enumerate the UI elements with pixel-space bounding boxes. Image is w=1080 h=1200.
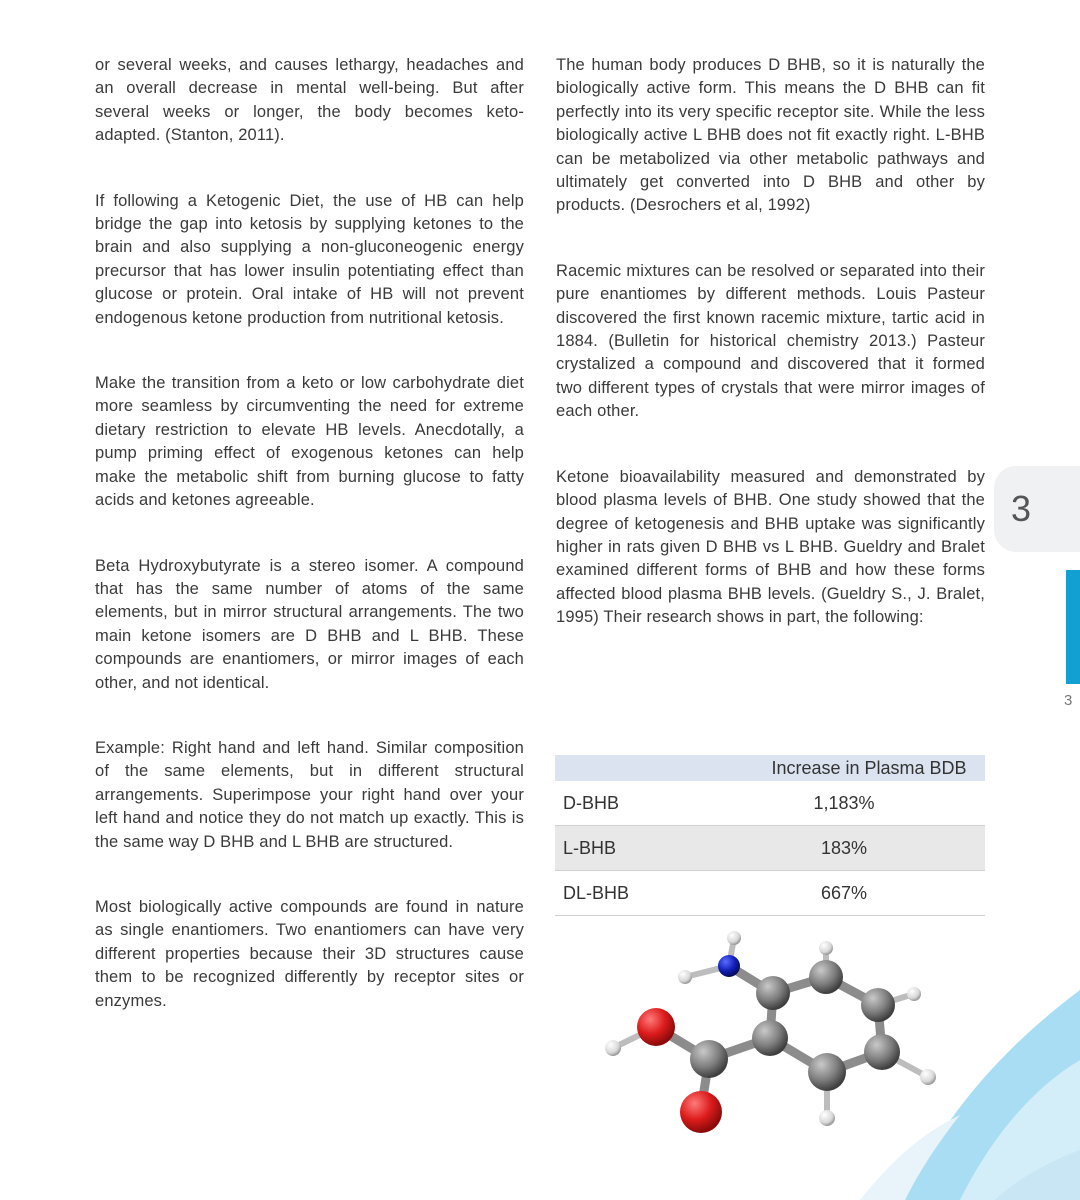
left-paragraph: Make the transition from a keto or low carbohydrate diet more seamless by circumventing the need for extreme dietary restriction to elevate HB levels. Anecdotally, a pump priming effect of exogenous ketones can help make the metabolic shift from burning glucose to fatty acids and ketones agreeable. [95, 374, 524, 510]
left-paragraph: Example: Right hand and left hand. Similar composition of the same elements, but in different structural arrangements. Superimpose your right hand over your left hand and notice they do not match up exactly. This is the same way D BHB and L BHB are structured. [95, 738, 524, 851]
left-paragraph: Most biologically active compounds are found in nature as single enantiomers. Two enantiomers can have very different properties because their 3D structures cause them to be recognized differently by receptor sites or enzymes. [95, 897, 524, 1010]
table-header-label: Increase in Plasma BDB [713, 755, 985, 781]
carbon-atom [864, 1034, 900, 1070]
right-paragraph: The human body produces D BHB, so it is naturally the biologically active form. This means the D BHB can fit perfectly into its very specific receptor site. While the less biologically active L BHB does not fit exactly right. L-BHB can be metabolized via other metabolic pathways and ultimately get converted into D BHB and other by products. (Desrochers et al, 1992) [556, 56, 985, 215]
table-cell-value: 183% [713, 826, 985, 871]
table-row [555, 871, 985, 916]
left-paragraph: If following a Ketogenic Diet, the use of HB can help bridge the gap into ketosis by supplying ketones to the brain and also supplying a non-gluconeogenic energy precursor that has lower insulin potentiating effect than glucose or protein. Oral intake of HB will not prevent endogenous ketone production from nutritional ketosis. [95, 191, 524, 327]
oxygen-atom [637, 1008, 675, 1046]
page-tab-number: 3 [1010, 488, 1032, 529]
left-column [95, 54, 524, 1055]
hydrogen-atom [819, 941, 833, 955]
table-cell-value: 667% [713, 871, 985, 916]
carbon-atom [861, 988, 895, 1022]
right-column [556, 54, 985, 672]
left-paragraph: Beta Hydroxybutyrate is a stereo isomer. A compound that has the same number of atoms of the same elements, but in mirror structural arrangements. The two main ketone isomers are D BHB and L BHB. These compounds are enantiomers, or mirror images of each other, and not identical. [95, 556, 524, 692]
carbon-atom [808, 1053, 846, 1091]
left-paragraph: or several weeks, and causes lethargy, headaches and an overall decrease in mental well-being. But after several weeks or longer, the body becomes keto-adapted. (Stanton, 2011). [95, 56, 524, 145]
table-header-blank [555, 755, 713, 781]
hydrogen-atom [920, 1069, 936, 1085]
right-paragraph: Ketone bioavailability measured and demonstrated by blood plasma levels of BHB. One study showed that the degree of ketogenesis and BHB uptake was significantly higher in rats given D BHB vs L BHB. Gueldry and Bralet examined different forms of BHB and how these forms affected blood plasma BHB levels. (Gueldry S., J. Bralet, 1995) Their research shows in part, the following: [556, 467, 985, 627]
hydrogen-atom [678, 970, 692, 984]
accent-bar [1066, 570, 1080, 684]
plasma-bdb-table [555, 755, 985, 916]
oxygen-atom [680, 1091, 722, 1133]
right-paragraph: Racemic mixtures can be resolved or separated into their pure enantiomes by different methods. Louis Pasteur discovered the first known racemic mixture, tartic acid in 1884. (Bulletin for historical chemistry 2013.) Pasteur crystalized a compound and discovered that it formed two different types of crystals that were mirror images of each other. [556, 261, 985, 421]
page-tab [994, 466, 1080, 552]
carbon-atom [756, 976, 790, 1010]
page-number: 3 [1064, 692, 1073, 709]
carbon-atom [809, 960, 843, 994]
molecule-illustration [580, 925, 950, 1145]
carbon-atom [752, 1020, 788, 1056]
hydrogen-atom [605, 1040, 621, 1056]
carbon-atom [690, 1040, 728, 1078]
nitrogen-atom [718, 955, 740, 977]
hydrogen-atom [727, 931, 741, 945]
hydrogen-atom [819, 1110, 835, 1126]
hydrogen-atom [907, 987, 921, 1001]
table-cell-name: D-BHB [555, 781, 713, 826]
table-cell-name: L-BHB [555, 826, 713, 871]
table-cell-name: DL-BHB [555, 871, 713, 916]
table-row [555, 781, 985, 826]
table-cell-value: 1,183% [713, 781, 985, 826]
table-row [555, 826, 985, 871]
table-header-row [555, 755, 985, 781]
